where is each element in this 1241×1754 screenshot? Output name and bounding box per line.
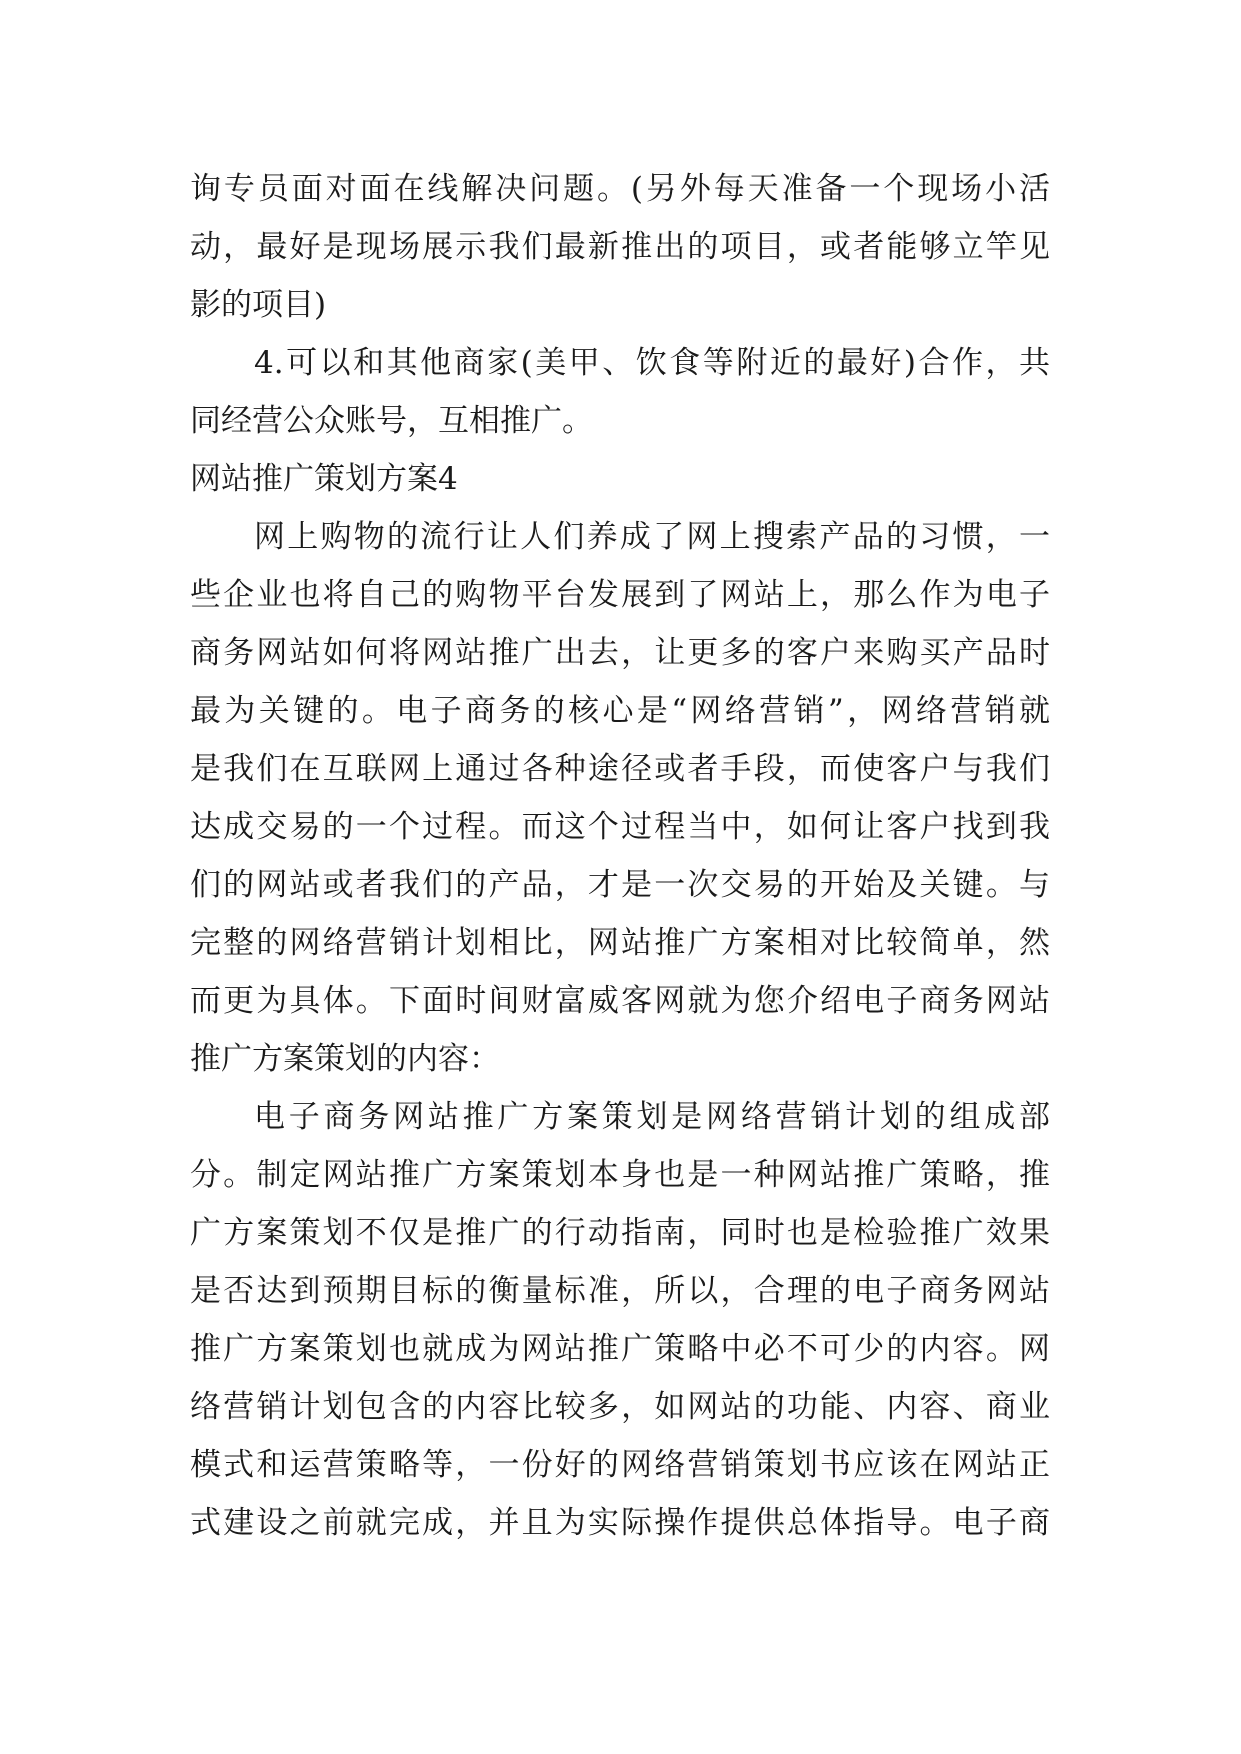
text-line-14: 完整的网络营销计划相比，网站推广方案相对比较简单，然 [190,925,1050,961]
text-line-18: 分。制定网站推广方案策划本身也是一种网站推广策略，推 [190,1157,1050,1193]
text-line-3: 影的项目) [190,287,327,323]
text-line-17: 电子商务网站推广方案策划是网络营销计划的组成部 [254,1099,1050,1135]
text-line-10: 最为关键的。电子商务的核心是“网络营销”，网络营销就 [190,693,1050,729]
text-line-8: 些企业也将自己的购物平台发展到了网站上，那么作为电子 [190,577,1050,613]
text-line-4: 4.可以和其他商家(美甲、饮食等附近的最好)合作，共 [254,345,1050,381]
text-line-16: 推广方案策划的内容： [190,1041,500,1077]
text-line-11: 是我们在互联网上通过各种途径或者手段，而使客户与我们 [190,751,1050,787]
text-line-1: 询专员面对面在线解决问题。(另外每天准备一个现场小活 [190,171,1050,207]
document-body [190,160,1050,1552]
text-line-22: 络营销计划包含的内容比较多，如网站的功能、内容、商业 [190,1389,1050,1425]
text-line-23: 模式和运营策略等，一份好的网络营销策划书应该在网站正 [190,1447,1050,1483]
text-line-21: 推广方案策划也就成为网站推广策略中必不可少的内容。网 [190,1331,1050,1367]
text-line-7: 网上购物的流行让人们养成了网上搜索产品的习惯，一 [254,519,1050,555]
text-line-15: 而更为具体。下面时间财富威客网就为您介绍电子商务网站 [190,983,1050,1019]
text-line-20: 是否达到预期目标的衡量标准，所以，合理的电子商务网站 [190,1273,1050,1309]
text-line-24: 式建设之前就完成，并且为实际操作提供总体指导。电子商 [190,1505,1050,1541]
text-line-5: 同经营公众账号，互相推广。 [190,403,593,439]
text-line-12: 达成交易的一个过程。而这个过程当中，如何让客户找到我 [190,809,1050,845]
section-heading: 网站推广策划方案4 [190,461,458,497]
text-line-13: 们的网站或者我们的产品，才是一次交易的开始及关键。与 [190,867,1050,903]
text-line-2: 动，最好是现场展示我们最新推出的项目，或者能够立竿见 [190,229,1050,265]
text-line-19: 广方案策划不仅是推广的行动指南，同时也是检验推广效果 [190,1215,1050,1251]
text-line-9: 商务网站如何将网站推广出去，让更多的客户来购买产品时 [190,635,1050,671]
